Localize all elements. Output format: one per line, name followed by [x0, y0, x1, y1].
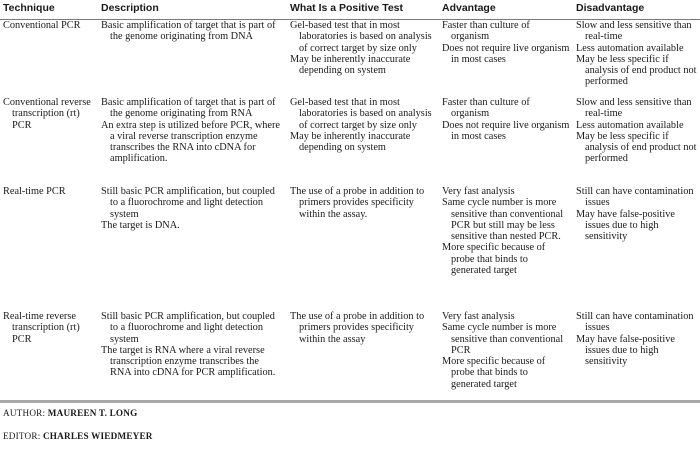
- advantage-cell: [442, 311, 570, 390]
- technique-name: Conventional PCR: [3, 20, 81, 31]
- advantage-text: Faster than culture of organism: [442, 97, 530, 120]
- advantage-text: More specific because of probe that binds to generated target: [442, 242, 546, 277]
- description-text: Still basic PCR amplification, but coupled to a fluorochrome and light detection system: [101, 311, 275, 345]
- advantage-text: Faster than culture of organism: [442, 20, 530, 43]
- advantage-text: Does not require live organism in most cases: [442, 42, 570, 65]
- table-header-row: [0, 0, 700, 20]
- header-technique: Technique: [3, 2, 55, 14]
- technique-name: Real-time PCR: [3, 186, 66, 197]
- disadvantage-cell: [576, 97, 700, 165]
- table-bottom-rule: [0, 400, 700, 403]
- description-text: Basic amplification of target that is part of the genome originating from DNA: [101, 20, 276, 43]
- disadvantage-text: Slow and less sensitive than real-time: [576, 20, 692, 43]
- advantage-cell: [442, 20, 570, 65]
- positive-test-cell: [290, 186, 440, 220]
- advantage-text: Very fast analysis: [442, 186, 515, 197]
- advantage-text: Does not require live organism in most cases: [442, 119, 570, 142]
- description-cell: [101, 311, 281, 379]
- disadvantage-text: May have false-positive issues due to high sensitivity: [576, 333, 675, 368]
- positive-test-text: Gel-based test that in most laboratories is based on analysis of correct target by size only: [290, 97, 432, 131]
- disadvantage-text: Less automation available: [576, 119, 684, 131]
- description-cell: [101, 20, 281, 43]
- advantage-text: Same cycle number is more sensitive than conventional PCR: [442, 322, 564, 356]
- technique-cell: [3, 311, 95, 345]
- advantage-text: Same cycle number is more sensitive than conventional PCR but still may be less sensitive than nested PCR.: [442, 197, 564, 243]
- technique-cell: [3, 186, 95, 197]
- author-label: AUTHOR:: [3, 408, 46, 418]
- header-disadvantage: Disadvantage: [576, 2, 645, 14]
- technique-cell: [3, 20, 95, 31]
- description-text: An extra step is utilized before PCR, where a viral reverse transcription enzyme transcribes the RNA into cDNA for amplification.: [101, 119, 281, 165]
- disadvantage-cell: [576, 186, 700, 242]
- positive-test-cell: [290, 20, 440, 76]
- author-name: MAUREEN T. LONG: [47, 408, 138, 418]
- editor-name: CHARLES WIEDMEYER: [42, 431, 153, 441]
- advantage-text: More specific because of probe that binds to generated target: [442, 356, 546, 390]
- description-cell: [101, 97, 281, 165]
- positive-test-cell: [290, 97, 440, 153]
- disadvantage-text: May be less specific if analysis of end product not performed: [576, 53, 697, 88]
- positive-test-text: The use of a probe in addition to primers provides specificity within the assay: [290, 311, 425, 345]
- technique-name: Real-time reverse transcription (rt) PCR: [3, 311, 80, 345]
- disadvantage-text: Still can have contamination issues: [576, 311, 694, 334]
- positive-test-text: Gel-based test that in most laboratories is based on analysis of correct target by size only: [290, 20, 432, 54]
- advantage-cell: [442, 97, 570, 142]
- editor-label: EDITOR:: [3, 431, 41, 441]
- positive-test-cell: [290, 311, 440, 345]
- disadvantage-text: Slow and less sensitive than real-time: [576, 97, 692, 120]
- disadvantage-text: May be less specific if analysis of end product not performed: [576, 130, 697, 165]
- disadvantage-cell: [576, 20, 700, 88]
- disadvantage-text: May have false-positive issues due to high sensitivity: [576, 208, 675, 243]
- technique-cell: [3, 97, 95, 131]
- description-text: Still basic PCR amplification, but coupled to a fluorochrome and light detection system: [101, 186, 275, 220]
- disadvantage-cell: [576, 311, 700, 367]
- header-advantage: Advantage: [442, 2, 496, 14]
- header-description: Description: [101, 2, 159, 14]
- positive-test-text: May be inherently inaccurate depending on system: [290, 53, 411, 77]
- editor-credit: [3, 431, 153, 441]
- description-text: The target is RNA where a viral reverse transcription enzyme transcribes the RNA into cDNA for PCR amplification.: [101, 344, 276, 379]
- description-cell: [101, 186, 281, 231]
- description-text: Basic amplification of target that is part of the genome originating from RNA: [101, 97, 276, 120]
- disadvantage-text: Still can have contamination issues: [576, 186, 694, 209]
- disadvantage-text: Less automation available: [576, 42, 684, 54]
- author-credit: [3, 408, 137, 418]
- positive-test-text: The use of a probe in addition to primers provides specificity within the assay.: [290, 186, 425, 220]
- positive-test-text: May be inherently inaccurate depending on system: [290, 130, 411, 154]
- header-positive-test: What Is a Positive Test: [290, 2, 404, 14]
- advantage-cell: [442, 186, 570, 276]
- description-text: The target is DNA.: [101, 219, 180, 231]
- advantage-text: Very fast analysis: [442, 311, 515, 322]
- technique-name: Conventional reverse transcription (rt) PCR: [3, 97, 91, 131]
